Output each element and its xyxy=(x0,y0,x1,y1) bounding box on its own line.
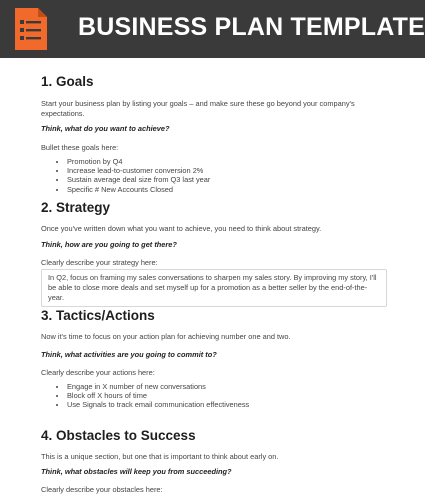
section-question-strategy: Think, how are you going to get there? xyxy=(41,240,177,249)
strategy-answer-field[interactable]: In Q2, focus on framing my sales conversations to sharpen my sales story. By improving my story, I'll be able to close more deals and set myself up for a promotion as a better seller by the end-of-the-year. xyxy=(41,269,387,307)
list-item: • Engage in X number of new conversations xyxy=(67,382,249,391)
section-heading-goals: 1. Goals xyxy=(41,74,94,89)
section-heading-tactics: 3. Tactics/Actions xyxy=(41,308,155,323)
list-item: • Increase lead-to-customer conversion 2% xyxy=(67,166,210,175)
section-intro-goals: Start your business plan by listing your goals – and make sure these go beyond your company's expectations. xyxy=(41,99,355,118)
section-prompt-tactics: Clearly describe your actions here: xyxy=(41,368,155,377)
section-heading-strategy: 2. Strategy xyxy=(41,200,111,215)
section-question-goals: Think, what do you want to achieve? xyxy=(41,124,170,133)
section-question-obstacles: Think, what obstacles will keep you from succeeding? xyxy=(41,467,232,476)
list-item: • Block off X hours of time xyxy=(67,391,249,400)
list-item: • Specific # New Accounts Closed xyxy=(67,185,210,194)
section-prompt-obstacles: Clearly describe your obstacles here: xyxy=(41,485,163,494)
document-checklist-icon xyxy=(12,6,50,52)
list-item: • Promotion by Q4 xyxy=(67,157,210,166)
list-item: • Use Signals to track email communication effectiveness xyxy=(67,400,249,409)
section-prompt-strategy: Clearly describe your strategy here: xyxy=(41,258,158,267)
page-title: BUSINESS PLAN TEMPLATE xyxy=(78,13,425,41)
document-body xyxy=(0,58,425,500)
section-intro-strategy: Once you've written down what you want to achieve, you need to think about strategy. xyxy=(41,224,322,233)
tactics-bullet-list xyxy=(56,382,249,410)
list-item: • Sustain average deal size from Q3 last year xyxy=(67,175,210,184)
goals-bullet-list xyxy=(56,157,210,194)
section-intro-obstacles: This is a unique section, but one that is important to think about early on. xyxy=(41,452,279,461)
section-intro-tactics: Now it's time to focus on your action plan for achieving number one and two. xyxy=(41,332,291,341)
section-question-tactics: Think, what activities are you going to commit to? xyxy=(41,350,217,359)
header-banner xyxy=(0,0,425,58)
section-heading-obstacles: 4. Obstacles to Success xyxy=(41,428,196,443)
section-prompt-goals: Bullet these goals here: xyxy=(41,143,119,152)
